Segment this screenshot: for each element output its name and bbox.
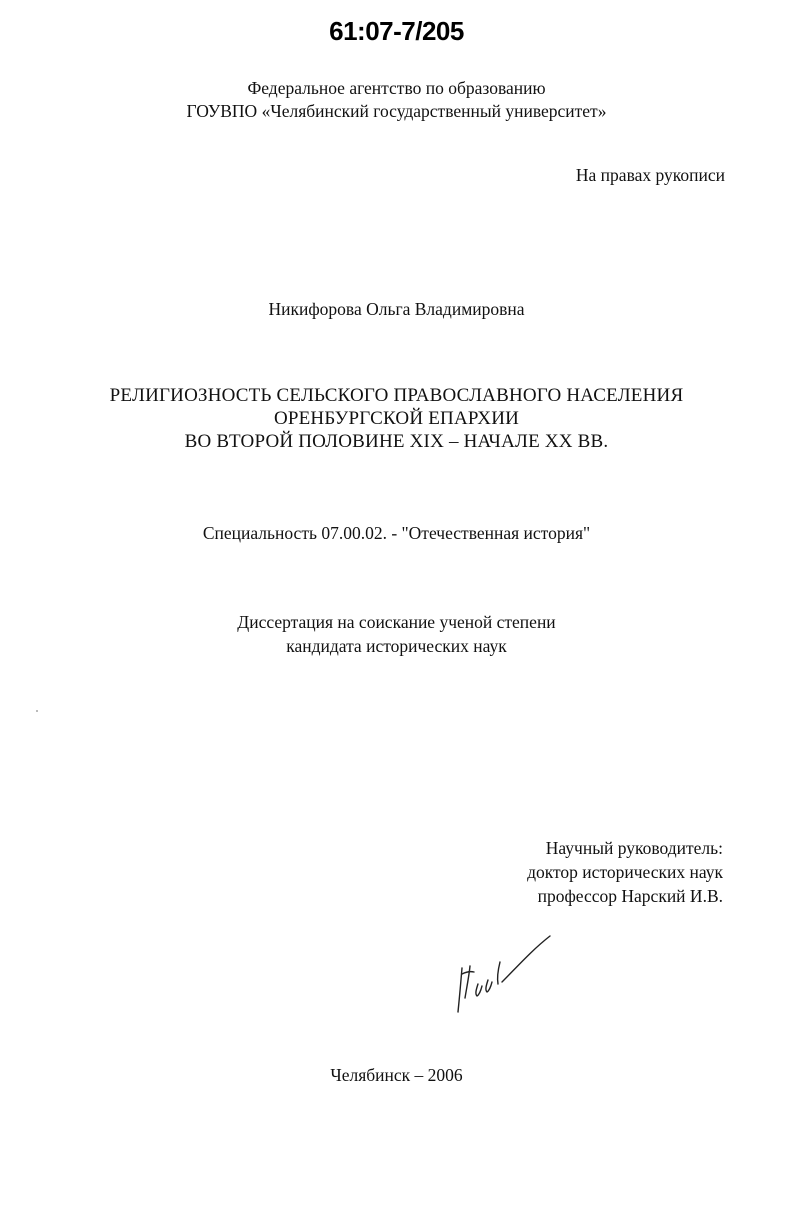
specialty-line: Специальность 07.00.02. - "Отечественная история"	[202, 523, 591, 543]
catalog-number: 61:07-7/205	[329, 16, 464, 46]
thesis-title-line-1: РЕЛИГИОЗНОСТЬ СЕЛЬСКОГО ПРАВОСЛАВНОГО НАСЕЛЕНИЯ	[109, 385, 684, 406]
thesis-title-line-2: ОРЕНБУРГСКОЙ ЕПАРХИИ	[273, 408, 520, 429]
advisor-label: Научный руководитель:	[545, 838, 723, 858]
dissertation-degree-line-2: кандидата исторических наук	[286, 636, 507, 656]
thesis-title-line-3: ВО ВТОРОЙ ПОЛОВИНЕ XIX – НАЧАЛЕ XX ВВ.	[184, 431, 609, 452]
agency-name: Федеральное агентство по образованию	[247, 78, 546, 98]
advisor-block	[527, 836, 723, 908]
handwritten-signature	[448, 928, 558, 1018]
advisor-name: профессор Нарский И.В.	[537, 886, 723, 906]
dissertation-degree-line-1: Диссертация на соискание ученой степени	[237, 612, 556, 632]
advisor-degree: доктор исторических наук	[527, 862, 723, 882]
author-name: Никифорова Ольга Владимировна	[268, 299, 525, 319]
university-name: ГОУВПО «Челябинский государственный университет»	[186, 101, 607, 121]
scan-speck	[36, 710, 38, 712]
city-year: Челябинск – 2006	[330, 1065, 463, 1085]
manuscript-rights-note: На правах рукописи	[575, 165, 725, 185]
